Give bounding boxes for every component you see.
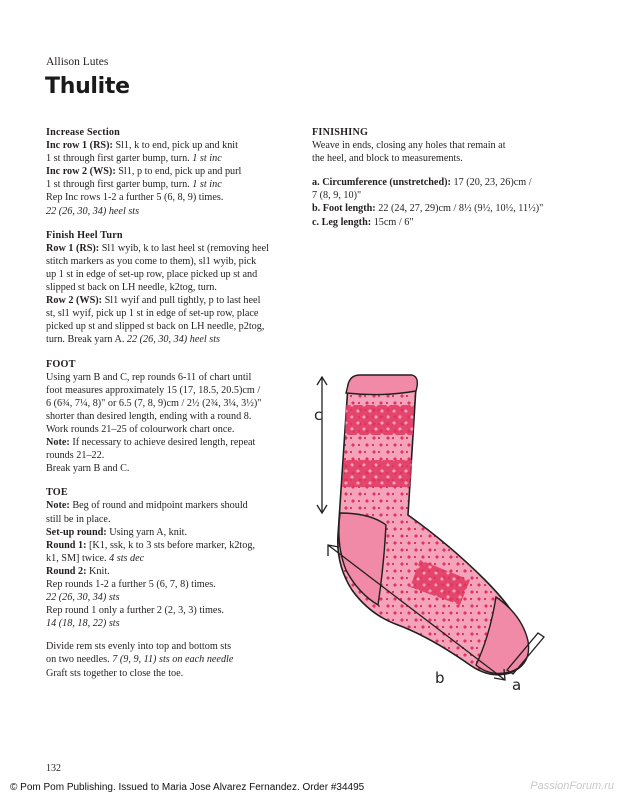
label-c: c <box>314 406 323 424</box>
toe-round-2: Round 2: Knit. <box>46 565 110 577</box>
copyright-notice: © Pom Pom Publishing. Issued to Maria Jose Alvarez Fernandez. Order #34495 <box>10 782 365 793</box>
watermark: PassionForum.ru <box>530 780 614 792</box>
pattern-band-2 <box>342 460 412 487</box>
toe-sts-1: 22 (26, 30, 34) sts <box>46 592 120 604</box>
foot-note-cont: rounds 21–22. <box>46 450 105 462</box>
foot-line-5: Work rounds 21–25 of colourwork chart once. <box>46 423 235 435</box>
measure-foot-length: b. Foot length: 22 (24, 27, 29)cm / 8½ (9½, 10½, 11½)" <box>312 203 544 215</box>
foot-line-2: foot measures approximately 15 (17, 18.5, 20.5)cm / <box>46 384 261 396</box>
author-name: Allison Lutes <box>46 56 109 68</box>
toe-sts-2: 14 (18, 18, 22) sts <box>46 618 120 630</box>
toe-heading: TOE <box>46 487 68 499</box>
foot-line-1: Using yarn B and C, rep rounds 6-11 of chart until <box>46 371 252 383</box>
increase-section <box>46 126 296 218</box>
pattern-band-1 <box>345 405 414 435</box>
measure-circumference: a. Circumference (unstretched): 17 (20, 23, 26)cm / <box>312 177 532 189</box>
inc-repeat: Rep Inc rows 1-2 a further 5 (6, 8, 9) times. <box>46 192 224 204</box>
sock-cuff <box>346 375 417 395</box>
right-column <box>312 126 582 240</box>
heel-row-1: Row 1 (RS): Sl1 wyib, k to last heel st (removing heel <box>46 242 269 254</box>
toe-graft: Graft sts together to close the toe. <box>46 667 184 679</box>
increase-heading: Increase Section <box>46 127 121 138</box>
toe-note: Note: Beg of round and midpoint markers should <box>46 500 248 512</box>
heel-turn-section <box>46 229 296 347</box>
label-b: b <box>435 669 445 687</box>
measure-leg-length: c. Leg length: 15cm / 6" <box>312 216 414 228</box>
heel-row-2-line-2: st, sl1 wyif, pick up 1 st in edge of set-up row, place <box>46 308 259 320</box>
heel-row-1-line-2: stitch markers as you come to them), sl1 wyib, pick <box>46 255 257 267</box>
toe-setup: Set-up round: Using yarn A, knit. <box>46 526 188 538</box>
toe-section <box>46 486 296 679</box>
toe-note-cont: still be in place. <box>46 513 111 525</box>
foot-line-6: Break yarn B and C. <box>46 463 130 475</box>
heel-row-1-line-4: slipped st back on LH needle, k2tog, turn. <box>46 282 217 294</box>
footer <box>0 778 620 800</box>
page-title: Thulite <box>45 74 130 99</box>
heel-row-1-line-3: up 1 st in edge of set-up row, place picked up st and <box>46 268 258 280</box>
inc-row-1: Inc row 1 (RS): Sl1, k to end, pick up and knit <box>46 140 238 152</box>
label-a: a <box>512 676 522 694</box>
toe-divide-cont: on two needles. 7 (9, 9, 11) sts on each needle <box>46 654 234 666</box>
finishing-line-2: the heel, and block to measurements. <box>312 153 463 165</box>
inc-row-2: Inc row 2 (WS): Sl1, p to end, pick up and purl <box>46 166 242 178</box>
toe-repeat-1: Rep rounds 1-2 a further 5 (6, 7, 8) times. <box>46 579 216 590</box>
finishing-section <box>312 126 582 165</box>
inc-row-1-cont: 1 st through first garter bump, turn. 1 st inc <box>46 153 222 165</box>
sock-diagram <box>300 365 580 700</box>
heel-heading: Finish Heel Turn <box>46 229 123 241</box>
finishing-heading: FINISHING <box>312 127 369 138</box>
measurements-section <box>312 176 582 228</box>
inc-sts: 22 (26, 30, 34) heel sts <box>46 205 140 217</box>
left-column <box>46 126 296 691</box>
toe-divide: Divide rem sts evenly into top and bottom sts <box>46 641 232 653</box>
foot-section <box>46 358 296 476</box>
toe-round-1: Round 1: [K1, ssk, k to 3 sts before marker, k2tog, <box>46 539 255 551</box>
inc-row-2-cont: 1 st through first garter bump, turn. 1 st inc <box>46 179 222 191</box>
foot-line-4: shorter than desired length, ending with a round 8. <box>46 410 252 422</box>
page-number: 132 <box>46 763 61 774</box>
foot-heading: FOOT <box>46 358 76 370</box>
foot-note: Note: If necessary to achieve desired length, repeat <box>46 437 256 449</box>
toe-repeat-2: Rep round 1 only a further 2 (2, 3, 3) times. <box>46 605 224 617</box>
finishing-line-1: Weave in ends, closing any holes that remain at <box>312 140 506 152</box>
toe-round-1-cont: k1, SM] twice. 4 sts dec <box>46 552 145 564</box>
heel-row-2-line-3: picked up st and slipped st back on LH needle, p2tog, <box>46 321 265 333</box>
heel-row-2: Row 2 (WS): Sl1 wyif and pull tightly, p to last heel <box>46 295 261 307</box>
foot-line-3: 6 (6¾, 7¼, 8)" or 6.5 (7, 8, 9)cm / 2½ (2¾, 3¼, 3½)" <box>46 397 262 409</box>
heel-row-2-line-4: turn. Break yarn A. 22 (26, 30, 34) heel sts <box>46 334 221 346</box>
measure-circumference-cont: 7 (8, 9, 10)" <box>312 190 362 202</box>
